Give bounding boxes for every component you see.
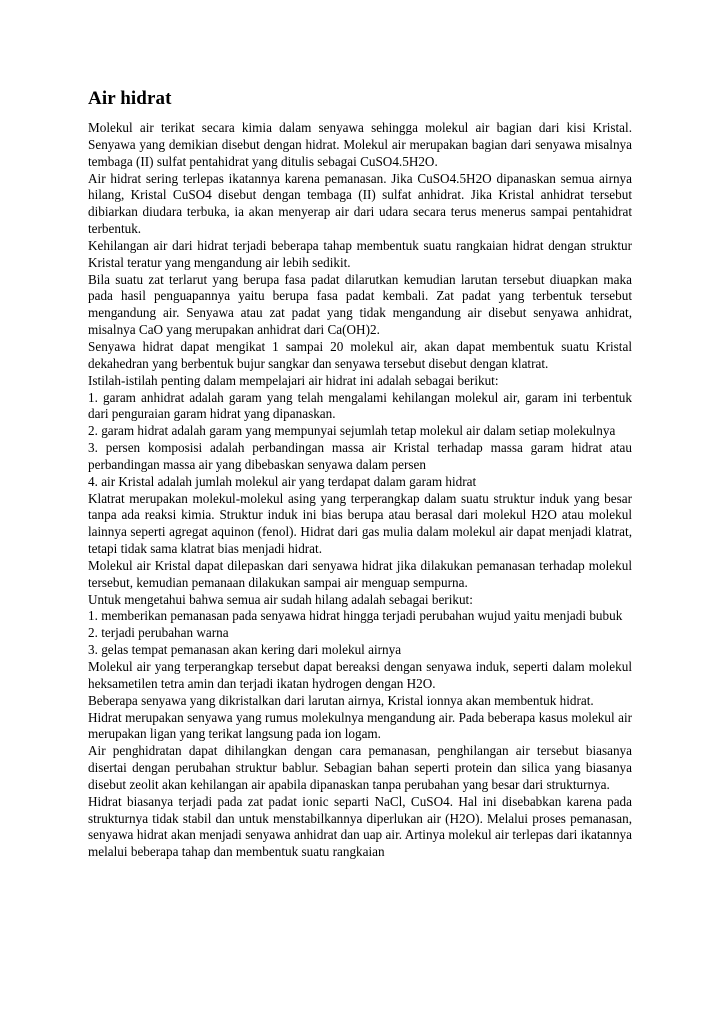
paragraph: Kehilangan air dari hidrat terjadi beberapa tahap membentuk suatu rangkaian hidrat dengan struktur Kristal teratur yang mengandung air lebih sedikit.	[88, 237, 632, 270]
paragraph: Bila suatu zat terlarut yang berupa fasa padat dilarutkan kemudian larutan tersebut diuapkan maka pada hasil penguapannya yaitu berupa fasa padat kembali. Zat padat yang terbentuk tersebut mengandung air. Senyawa atau zat padat yang tidak mengandung air disebut senyawa anhidrat, misalnya CaO yang merupakan anhidrat dari Ca(OH)2.	[88, 271, 632, 338]
paragraph: Molekul air yang terperangkap tersebut dapat bereaksi dengan senyawa induk, seperti dalam molekul heksametilen tetra amin dan terjadi ikatan hydrogen dengan H2O.	[88, 659, 632, 691]
list-item: 3. persen komposisi adalah perbandingan massa air Kristal terhadap massa garam hidrat atau perbandingan massa air yang dibebaskan senyawa dalam persen	[88, 440, 632, 472]
list-item: 4. air Kristal adalah jumlah molekul air yang terdapat dalam garam hidrat	[88, 473, 477, 489]
document-body	[88, 120, 632, 861]
paragraph: Senyawa hidrat dapat mengikat 1 sampai 20 molekul air, akan dapat membentuk suatu Kristal dekahedran yang berbentuk bujur sangkar dan senyawa tersebut disebut dengan klatrat.	[88, 338, 632, 371]
paragraph: Air penghidratan dapat dihilangkan dengan cara pemanasan, penghilangan air tersebut biasanya disertai dengan perubahan struktur bablur. Sebagian bahan seperti protein dan silica yang biasanya disebut zeolit akan kehilangan air apabila dipanaskan tanpa perubahan yang besar dari strukturnya.	[88, 743, 632, 792]
paragraph: Untuk mengetahui bahwa semua air sudah hilang adalah sebagai berikut:	[88, 591, 473, 607]
paragraph: Air hidrat sering terlepas ikatannya karena pemanasan. Jika CuSO4.5H2O dipanaskan semua airnya hilang, Kristal CuSO4 disebut dengan tembaga (II) sulfat anhidrat. Jika Kristal anhidrat tersebut dibiarkan diudara terbuka, ia akan menyerap air dari udara secara terus menerus sampai pentahidrat terbentuk.	[88, 170, 632, 237]
paragraph: Istilah-istilah penting dalam mempelajari air hidrat ini adalah sebagai berikut:	[88, 372, 499, 388]
paragraph: Hidrat merupakan senyawa yang rumus molekulnya mengandung air. Pada beberapa kasus molekul air merupakan ligan yang terikat langsung pada ion logam.	[88, 709, 632, 742]
list-item: 2. terjadi perubahan warna	[88, 625, 229, 641]
document-title: Air hidrat	[88, 88, 172, 109]
document-page	[88, 86, 632, 861]
list-item: 1. garam anhidrat adalah garam yang telah mengalami kehilangan molekul air, garam ini terbentuk dari penguraian garam hidrat yang dipanaskan.	[88, 389, 632, 422]
list-item: 3. gelas tempat pemanasan akan kering dari molekul airnya	[88, 642, 402, 658]
list-item: 2. garam hidrat adalah garam yang mempunyai sejumlah tetap molekul air dalam setiap molekulnya	[88, 423, 616, 439]
paragraph: Klatrat merupakan molekul-molekul asing yang terperangkap dalam suatu struktur induk yang besar tanpa ada reaksi kimia. Struktur induk ini bias berupa atau berasal dari molekul H2O atau molekul lainnya seperti agregat aquinon (fenol). Hidrat dari gas mulia dalam molekul air dapat menjadi klatrat, tetapi tidak sama klatrat bias menjadi hidrat.	[88, 490, 632, 557]
paragraph: Molekul air Kristal dapat dilepaskan dari senyawa hidrat jika dilakukan pemanasan terhadap molekul tersebut, kemudian pemanaan dilakukan sampai air menguap sempurna.	[88, 557, 632, 590]
paragraph: Beberapa senyawa yang dikristalkan dari larutan airnya, Kristal ionnya akan membentuk hidrat.	[88, 692, 594, 708]
paragraph: Hidrat biasanya terjadi pada zat padat ionic separti NaCl, CuSO4. Hal ini disebabkan karena pada strukturnya tidak stabil dan untuk menstabilkannya diperlukan air (H2O). Melalui proses pemanasan, senyawa hidrat akan menjadi senyawa anhidrat dan uap air. Artinya molekul air terlepas dari ikatannya melalui beberapa tahap dan membentuk suatu rangkaian	[88, 793, 632, 860]
list-item: 1. memberikan pemanasan pada senyawa hidrat hingga terjadi perubahan wujud yaitu menjadi bubuk	[88, 608, 623, 624]
paragraph: Molekul air terikat secara kimia dalam senyawa sehingga molekul air bagian dari kisi Kristal. Senyawa yang demikian disebut dengan hidrat. Molekul air merupakan bagian dari senyawa misalnya tembaga (II) sulfat pentahidrat yang ditulis sebagai CuSO4.5H2O.	[88, 120, 632, 169]
